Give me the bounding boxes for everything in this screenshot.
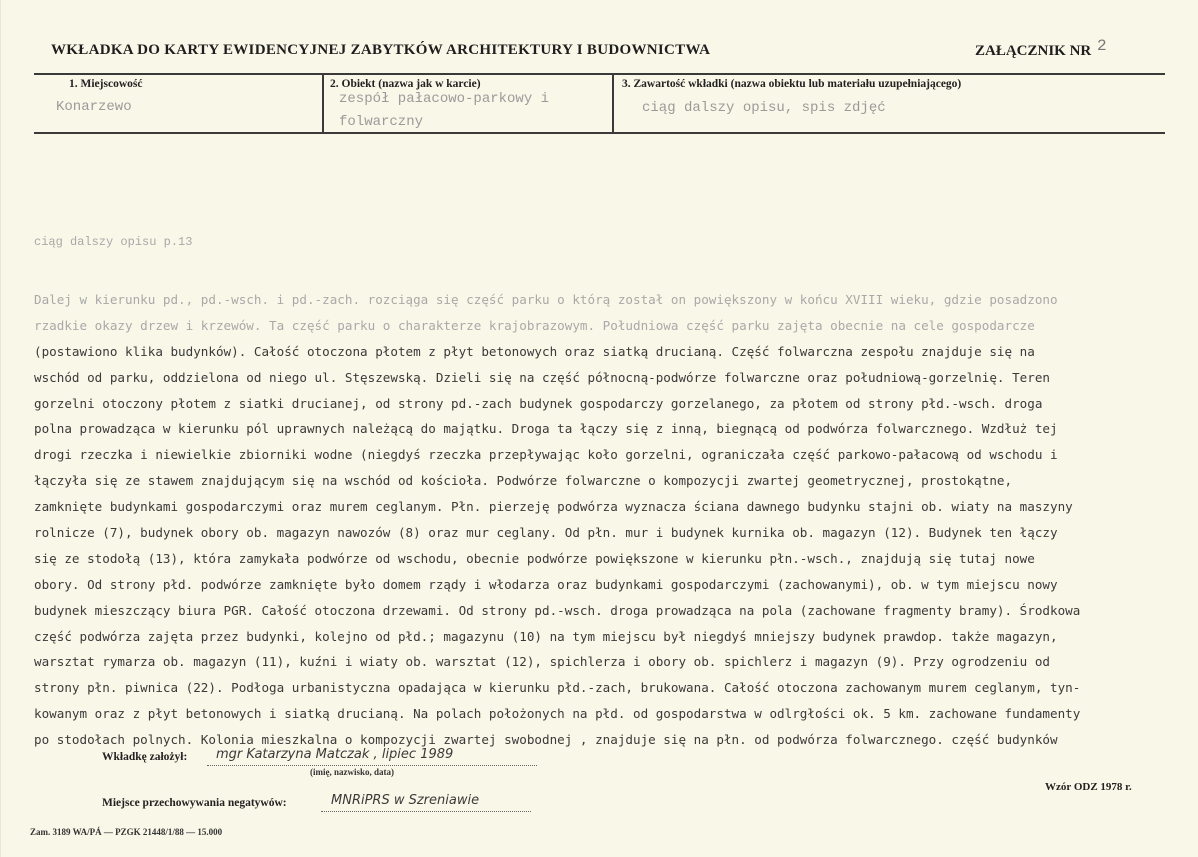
locality-value: Konarzewo [56,99,132,115]
text-line: po stodołach polnych. Kolonia mieszkalna o kompozycji zwartej swobodnej , znajduje się na płn. od podwórza folwarcznego. część budynków [34,732,1058,748]
text-line: łączyła się ze stawem znajdującym się na wschód od kościoła. Podwórze folwarczne o kompozycji zwartej geometrycznej, prostokątne, [34,473,1013,489]
print-info: Zam. 3189 WA/PÁ — PZGK 21448/1/88 — 15.000 [30,827,223,837]
object-label: 2. Obiekt (nazwa jak w karcie) [330,78,481,90]
negatives-location: MNRiPRS w Szreniawie [331,793,480,808]
text-line: rzadkie okazy drzew i krzewów. Ta część parku o charakterze krajobrazowym. Południowa część parku zajęta obecnie na cele gospodarcze [34,317,1035,333]
column-divider-2 [612,74,614,132]
annex-number: 2 [1097,37,1107,55]
text-line: strony płn. piwnica (22). Podłoga urbanistyczna opadająca w kierunku płd.-zach, brukowana. Całość otoczona zachowanym murem ceglanym, tyn- [34,680,1081,696]
continuation-heading: ciąg dalszy opisu p.13 [34,235,193,249]
text-line: zamknięte budynkami gospodarczymi oraz murem ceglanym. Płn. pierzeję podwórza wyznacza ściana dawnego budynku stajni ob. wiaty na maszyny [34,499,1073,515]
annex-number-field [975,37,1107,60]
locality-label: 1. Miejscowość [69,78,143,90]
negatives-dotted-line [321,811,531,812]
author-label: Wkładkę założył: [102,751,188,763]
header-top-rule [34,73,1165,75]
author-signature: mgr Katarzyna Matczak , lipiec 1989 [216,747,454,762]
text-line: część podwórza zajęta przez budynki, kolejno od płd.; magazynu (10) na tym miejscu był niegdyś mniejszy budynek prawdop. także magazyn, [34,628,1058,644]
author-caption: (imię, nazwisko, data) [310,767,394,777]
annex-label: ZAŁĄCZNIK NR [975,43,1092,59]
author-dotted-line [207,765,537,766]
header-bottom-rule [34,132,1165,134]
object-value-line-2: folwarczny [339,114,424,129]
text-line: obory. Od strony płd. podwórze zamknięte było domem rządy i włodarza oraz budynkami gospodarczymi (zachowanymi), ob. w tym miejscu nowy [34,576,1058,592]
text-line: rolnicze (7), budynek obory ob. magazyn nawozów (8) oraz mur ceglany. Od płn. mur i budynek kurnika ob. magazyn (12). Budynek ten łączy [34,525,1058,541]
text-line: wschód od parku, oddzielona od niego ul. Stęszewską. Dzieli się na część północną-podwórze folwarczne oraz południową-gorzelnię. Teren [34,369,1050,385]
content-value: ciąg dalszy opisu, spis zdjęć [642,100,886,116]
negatives-label: Miejsce przechowywania negatywów: [102,797,287,809]
card-title: WKŁADKA DO KARTY EWIDENCYJNEJ ZABYTKÓW ARCHITEKTURY I BUDOWNICTWA [51,42,711,58]
content-label: 3. Zawartość wkładki (nazwa obiektu lub materiału uzupełniającego) [622,78,962,90]
text-line: budynek mieszczący biura PGR. Całość otoczona drzewami. Od strony pd.-wsch. droga prowadząca na pola (zachowane fragmenty bramy). Środkowa [34,602,1081,618]
template-reference: Wzór ODZ 1978 r. [1045,781,1132,793]
text-line: kowanym oraz z płyt betonowych i siatką drucianą. Na polach położonych na płd. od gospodarstwa w odlrgłości ok. 5 km. zachowane fundamenty [34,706,1081,722]
column-divider-1 [322,74,324,132]
object-value-line-1: zespół pałacowo-parkowy i [339,91,550,107]
text-line: (postawiono klika budynków). Całość otoczona płotem z płyt betonowych oraz siatką drucianą. Część folwarczna zespołu znajduje się na [34,343,1035,359]
text-line: gorzelni otoczony płotem z siatki drucianej, od strony pd.-zach budynek gospodarczy gorzelanego, za płotem od strony płd.-wsch. droga [34,395,1043,411]
text-line: drogi rzeczka i niewielkie zbiorniki wodne (niegdyś rzeczka przepływając koło gorzelni, ograniczała część parkowo-pałacową od wschodu i [34,447,1058,463]
description-text [34,287,1174,753]
text-line: się ze stodołą (13), która zamykała podwórze od wschodu, obecnie podwórze powiększone w kierunku płn.-wsch., znajdują się tutaj nowe [34,550,1035,566]
text-line: Dalej w kierunku pd., pd.-wsch. i pd.-zach. rozciąga się część parku o którą został on powiększony w końcu XVIII wieku, gdzie posadzono [34,292,1058,307]
text-line: warsztat rymarza ob. magazyn (11), kuźni i wiaty ob. warsztat (12), spichlerza i obory ob. spichlerz i magazyn (9). Przy ogrodzeniu od [34,654,1050,670]
text-line: polna prowadząca w kierunku pól uprawnych należącą do majątku. Droga ta łączy się z inną, biegnącą od podwórza folwarcznego. Wzdłuż tej [34,421,1058,437]
